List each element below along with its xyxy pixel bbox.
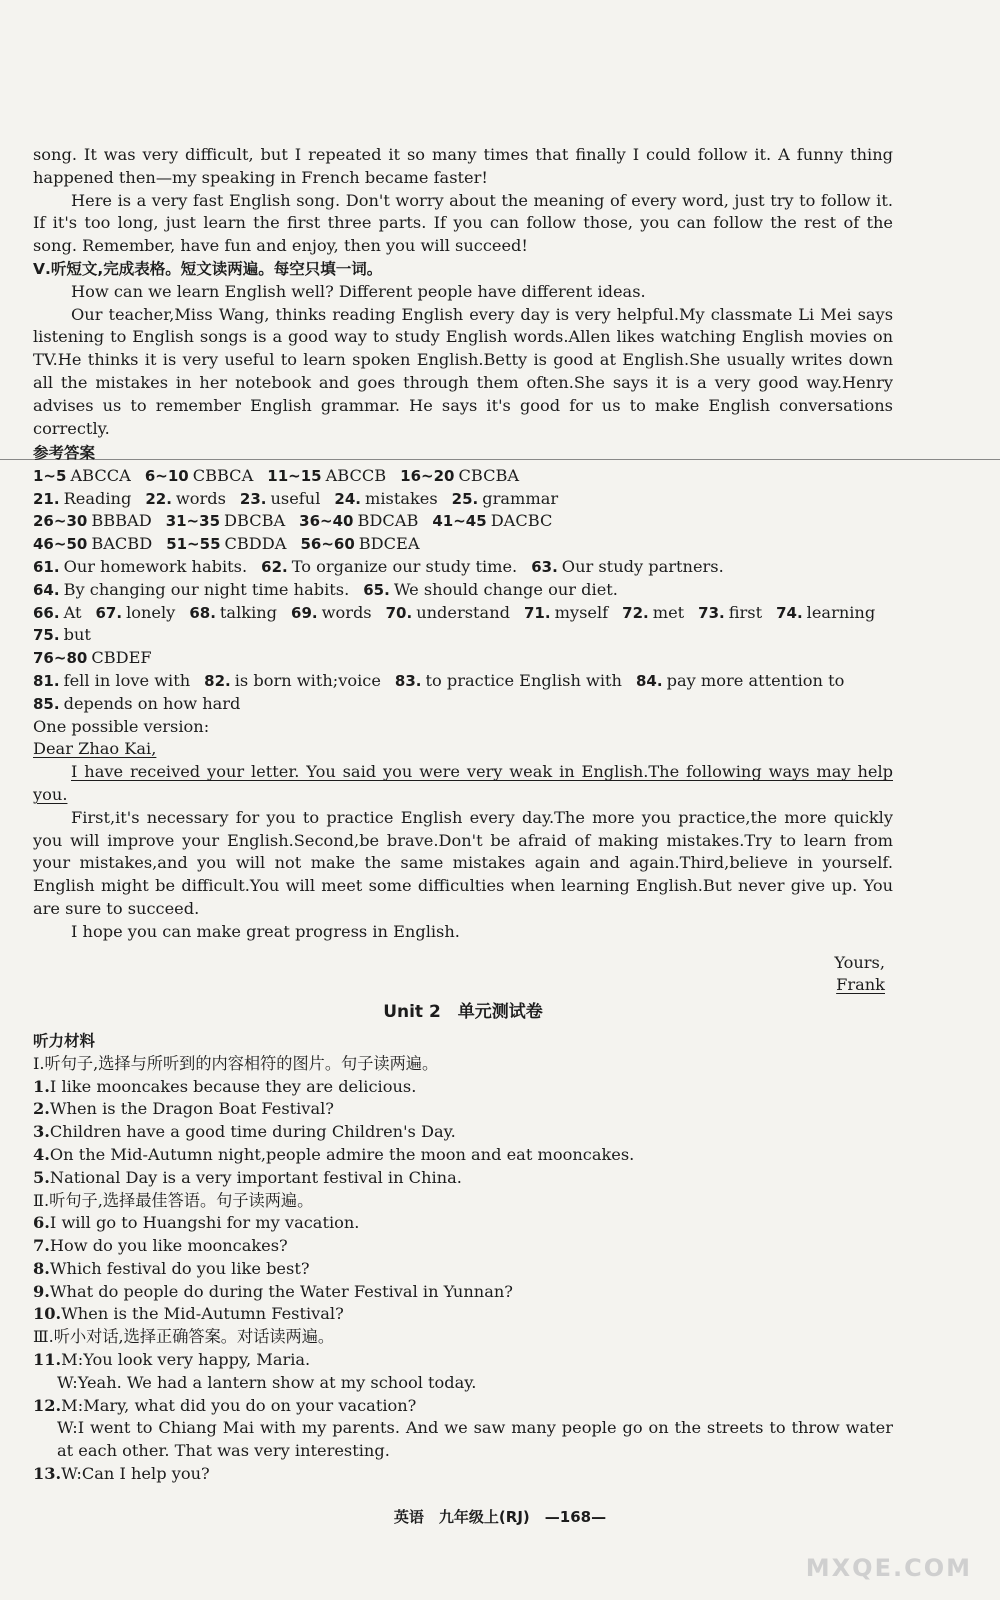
item-number: 6. xyxy=(33,1213,50,1233)
listening-item xyxy=(33,1098,893,1121)
answer-number: 11~15 xyxy=(267,466,322,485)
item-text: When is the Dragon Boat Festival? xyxy=(49,1099,334,1119)
answer-item xyxy=(452,489,558,508)
item-number: 8. xyxy=(33,1258,50,1278)
answer-item xyxy=(524,603,608,622)
item-text: On the Mid-Autumn night,people admire the moon and eat mooncakes. xyxy=(49,1144,635,1164)
item-text: When is the Mid-Autumn Festival? xyxy=(61,1304,344,1324)
listening-item xyxy=(33,1258,893,1281)
answer-item xyxy=(145,489,226,508)
answer-item xyxy=(400,466,519,485)
answer-number: 23. xyxy=(239,489,267,508)
answer-text: lonely xyxy=(126,602,176,622)
answer-item xyxy=(145,466,253,485)
essay-intro: One possible version: xyxy=(33,716,210,736)
answer-number: 1~5 xyxy=(33,466,67,485)
answer-item xyxy=(261,557,517,576)
item-number: 9. xyxy=(33,1281,50,1301)
answer-line xyxy=(33,465,893,488)
answer-text: BACBD xyxy=(91,534,153,554)
answer-text: CBBCA xyxy=(192,465,254,485)
answer-item xyxy=(33,534,152,553)
answer-item xyxy=(531,557,724,576)
answer-item xyxy=(776,603,875,622)
essay-closing: Yours, xyxy=(834,952,885,972)
essay-paragraph: First,it's necessary for you to practice English every day.The more you practice,the more quickly you will improve your English.Second,be brave.Don't be afraid of making mistakes.Try to learn from your mistakes,and you will not make the same mistakes again and again.Third,believe in yourself. English might be difficult.You will meet some difficulties when learning English.But never give up. You are sure to succeed. xyxy=(33,807,893,918)
answer-text: but xyxy=(63,625,91,645)
answer-text: By changing our night time habits. xyxy=(63,579,350,599)
answer-item xyxy=(432,511,552,530)
listening-item xyxy=(33,1167,893,1190)
section-1-heading: Ⅰ.听句子,选择与所听到的内容相符的图片。句子读两遍。 xyxy=(33,1053,439,1073)
answer-text: myself xyxy=(554,602,609,622)
answer-item xyxy=(698,603,762,622)
answer-text: pay more attention to xyxy=(666,670,845,690)
listening-item xyxy=(33,1303,893,1326)
answer-text: CBDDA xyxy=(224,534,287,554)
answer-number: 22. xyxy=(145,489,172,508)
answer-text: useful xyxy=(270,488,321,508)
answer-line xyxy=(33,602,893,625)
answer-number: 67. xyxy=(95,603,123,622)
item-number: 4. xyxy=(33,1144,50,1164)
answer-number: 24. xyxy=(334,489,361,508)
answer-text: mistakes xyxy=(364,488,438,508)
answer-number: 46~50 xyxy=(33,535,88,554)
listening-material-heading: 听力材料 xyxy=(33,1031,96,1050)
dialogue-13-w xyxy=(33,1463,893,1486)
answer-text: words xyxy=(175,488,226,508)
answer-item xyxy=(267,466,386,485)
answer-item xyxy=(299,511,418,530)
answer-item xyxy=(33,511,152,530)
answer-number: 62. xyxy=(261,557,288,576)
section-v-paragraph: Our teacher,Miss Wang, thinks reading English every day is very helpful.My classmate Li Mei says listening to English songs is a good way to study English words.Allen likes watching English movies on TV.He thinks it is very useful to learn spoken English.Betty is good at English.She usually writes down all the mistakes in her notebook and goes through them often.She says it is a very good way.Henry advises us to remember English grammar. He says it's good for us to make English conversations correctly. xyxy=(33,304,893,438)
answer-item xyxy=(240,489,320,508)
item-text: How do you like mooncakes? xyxy=(49,1236,288,1256)
speaker-label: W: xyxy=(61,1464,82,1484)
answer-item xyxy=(33,489,131,508)
speaker-label: M: xyxy=(61,1395,84,1415)
answer-number: 81. xyxy=(33,671,60,690)
answer-text: met xyxy=(652,602,685,622)
answer-number: 51~55 xyxy=(166,535,221,554)
listening-item xyxy=(33,1121,893,1144)
section-2-heading: Ⅱ.听句子,选择最佳答语。句子读两遍。 xyxy=(33,1190,314,1210)
item-number: 5. xyxy=(33,1167,50,1187)
answer-number: 56~60 xyxy=(300,535,355,554)
answer-text: first xyxy=(728,602,763,622)
answer-text: to practice English with xyxy=(425,670,622,690)
answer-number: 82. xyxy=(204,671,231,690)
answer-item xyxy=(395,671,622,690)
item-text: I like mooncakes because they are delicious. xyxy=(49,1076,417,1096)
item-number: 11. xyxy=(33,1350,62,1370)
unit-title: Unit 2 单元测试卷 xyxy=(383,1002,543,1023)
section-1-items xyxy=(33,1076,893,1190)
answer-text: ABCCA xyxy=(70,465,131,485)
answer-line xyxy=(33,556,893,579)
passage-paragraph: song. It was very difficult, but I repeated it so many times that finally I could follow it. A funny thing happened then—my speaking in French became faster! xyxy=(33,145,893,187)
dialogue-12-m xyxy=(33,1395,893,1418)
answer-number: 41~45 xyxy=(432,512,487,531)
answer-text: learning xyxy=(806,602,876,622)
item-number: 1. xyxy=(33,1076,50,1096)
answer-line xyxy=(33,670,893,693)
answer-text: talking xyxy=(219,602,278,622)
answer-number: 25. xyxy=(451,489,479,508)
answer-text: Our homework habits. xyxy=(63,556,248,576)
page-footer: 英语 九年级上(RJ) —168— xyxy=(393,1508,607,1526)
answer-number: 65. xyxy=(363,580,390,599)
dialogue-line: I went to Chiang Mai with my parents. And we saw many people go on the streets to throw water at each other. That was very interesting. xyxy=(57,1418,893,1461)
answer-text: BDCEA xyxy=(358,534,420,554)
section-2-items xyxy=(33,1212,893,1326)
item-text: What do people do during the Water Festival in Yunnan? xyxy=(49,1281,513,1301)
answer-text: CBDEF xyxy=(91,648,152,668)
passage-paragraph: Here is a very fast English song. Don't worry about the meaning of every word, just try to follow it. If it's too long, just learn the first three parts. If you can follow those, you can follow the rest of the song. Remember, have fun and enjoy, then you will succeed! xyxy=(33,190,893,256)
item-number: 13. xyxy=(33,1464,62,1484)
answer-item xyxy=(636,671,844,690)
answer-number: 63. xyxy=(531,557,558,576)
answer-text: understand xyxy=(416,602,510,622)
dialogue-line: Yeah. We had a lantern show at my school today. xyxy=(77,1372,477,1392)
essay-signature: Frank xyxy=(836,975,885,995)
essay-paragraph: I hope you can make great progress in English. xyxy=(71,921,460,941)
answer-item xyxy=(166,511,285,530)
answer-line xyxy=(33,579,893,602)
answer-text: is born with;voice xyxy=(234,670,381,690)
answer-text: To organize our study time. xyxy=(291,556,518,576)
answer-line xyxy=(33,624,893,647)
answer-number: 31~35 xyxy=(165,512,221,531)
answer-number: 66. xyxy=(33,603,60,622)
listening-item xyxy=(33,1235,893,1258)
essay-first-paragraph: I have received your letter. You said you were very weak in English.The following ways may help you. xyxy=(33,762,893,804)
answer-item xyxy=(291,603,372,622)
dialogue-12-w xyxy=(33,1417,893,1463)
answer-number: 64. xyxy=(33,580,60,599)
answer-text: fell in love with xyxy=(63,670,191,690)
speaker-label: M: xyxy=(61,1350,84,1370)
answer-item xyxy=(386,603,510,622)
answer-number: 83. xyxy=(394,671,422,690)
item-text: Which festival do you like best? xyxy=(49,1258,310,1278)
answer-item xyxy=(166,534,286,553)
answer-number: 74. xyxy=(776,603,803,622)
answer-number: 68. xyxy=(189,603,216,622)
dialogue-line: You look very happy, Maria. xyxy=(83,1350,311,1370)
dialogue-line: Can I help you? xyxy=(81,1464,210,1484)
essay-salutation: Dear Zhao Kai, xyxy=(33,739,157,759)
answer-text: Reading xyxy=(63,488,132,508)
answer-number: 84. xyxy=(636,671,663,690)
answer-text: words xyxy=(321,602,372,622)
dialogue-line: Mary, what did you do on your vacation? xyxy=(83,1395,417,1415)
item-text: National Day is a very important festival in China. xyxy=(49,1167,462,1187)
section-v-heading: Ⅴ.听短文,完成表格。短文读两遍。每空只填一词。 xyxy=(33,259,383,278)
answer-number: 72. xyxy=(622,603,649,622)
answer-item xyxy=(204,671,381,690)
answer-text: Our study partners. xyxy=(561,556,724,576)
answer-number: 61. xyxy=(33,557,60,576)
answer-number: 21. xyxy=(33,489,60,508)
answer-number: 71. xyxy=(524,603,551,622)
listening-item xyxy=(33,1076,893,1099)
answer-line xyxy=(33,510,893,533)
answer-text: ABCCB xyxy=(325,465,387,485)
answer-line xyxy=(33,693,893,716)
item-number: 10. xyxy=(33,1304,62,1324)
section-v-paragraph: How can we learn English well? Different people have different ideas. xyxy=(71,281,646,301)
answer-text: We should change our diet. xyxy=(393,579,618,599)
answer-item xyxy=(33,466,131,485)
answer-line xyxy=(33,533,893,556)
item-text: I will go to Huangshi for my vacation. xyxy=(49,1213,360,1233)
item-number: 3. xyxy=(33,1122,50,1142)
answer-line xyxy=(33,647,893,670)
answers-heading: 参考答案 xyxy=(33,444,96,462)
answer-number: 75. xyxy=(33,626,60,645)
item-number: 12. xyxy=(33,1395,62,1415)
listening-item xyxy=(33,1281,893,1304)
answer-number: 70. xyxy=(385,603,413,622)
item-number: 2. xyxy=(33,1099,50,1119)
dialogue-11-w xyxy=(33,1372,893,1395)
answer-item xyxy=(189,603,277,622)
answer-item xyxy=(33,580,349,599)
passage-top xyxy=(33,144,893,440)
answer-item xyxy=(334,489,437,508)
answer-text: grammar xyxy=(482,488,559,508)
answer-text: DACBC xyxy=(490,511,553,531)
answer-number: 73. xyxy=(698,603,725,622)
answer-item xyxy=(33,625,91,644)
speaker-label: W: xyxy=(57,1418,78,1438)
listening-item xyxy=(33,1212,893,1235)
answer-item xyxy=(33,648,152,667)
dialogue-11-m xyxy=(33,1349,893,1372)
answer-number: 16~20 xyxy=(400,466,455,485)
item-text: Children have a good time during Children's Day. xyxy=(49,1122,456,1142)
answer-number: 36~40 xyxy=(299,512,354,531)
answer-text: DBCBA xyxy=(224,511,286,531)
answer-lines xyxy=(33,465,893,716)
answer-number: 26~30 xyxy=(33,512,88,531)
answer-item xyxy=(300,534,419,553)
answer-text: CBCBA xyxy=(458,465,520,485)
answer-line xyxy=(33,488,893,511)
section-3-heading: Ⅲ.听小对话,选择正确答案。对话读两遍。 xyxy=(33,1327,335,1347)
answer-item xyxy=(33,671,190,690)
answer-text: BBBAD xyxy=(91,511,152,531)
answer-number: 6~10 xyxy=(144,466,189,485)
speaker-label: W: xyxy=(57,1372,78,1392)
answer-item xyxy=(33,557,247,576)
answer-text: At xyxy=(63,602,82,622)
answer-item xyxy=(33,603,82,622)
item-number: 7. xyxy=(33,1236,50,1256)
answer-text: depends on how hard xyxy=(63,693,241,713)
listening-item xyxy=(33,1144,893,1167)
answer-number: 85. xyxy=(33,694,60,713)
watermark-text: MXQE.COM xyxy=(805,1554,972,1582)
answer-item xyxy=(96,603,176,622)
answer-item xyxy=(622,603,684,622)
answer-item xyxy=(363,580,618,599)
answer-item xyxy=(33,694,240,713)
answer-number: 76~80 xyxy=(33,649,88,668)
watermark-logo xyxy=(792,1504,972,1582)
answer-number: 69. xyxy=(291,603,318,622)
answer-text: BDCAB xyxy=(357,511,419,531)
answer-section xyxy=(33,442,893,1486)
